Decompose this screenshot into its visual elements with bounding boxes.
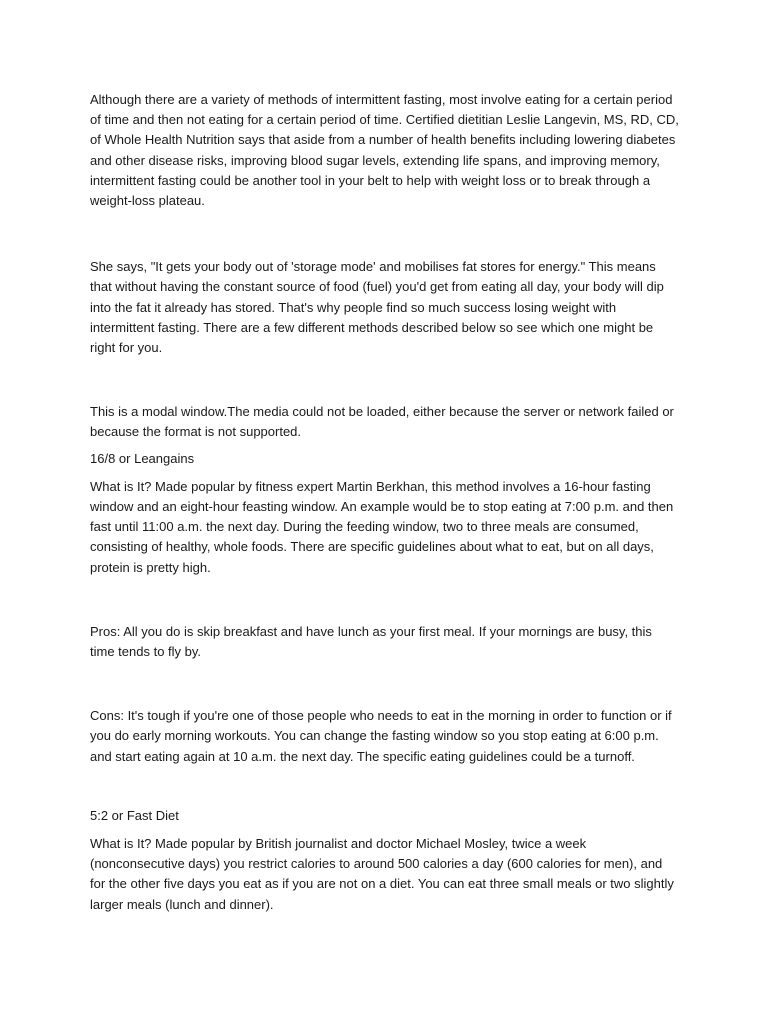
section-heading-16-8: 16/8 or Leangains [90,450,195,466]
section-heading-5-2: 5:2 or Fast Diet [90,807,179,823]
pros-16-8-paragraph: Pros: All you do is skip breakfast and have lunch as your first meal. If your mornings are busy, this time tends to fly by. [90,623,652,660]
quote-paragraph: She says, "It gets your body out of 'storage mode' and mobilises fat stores for energy." This means that without having the constant source of food (fuel) you'd get from eating all day, your body will dip into the fat it already has stored. That's why people find so much success losing weight with intermittent fasting. There are a few different methods described below so see which one might be right for you. [90,259,664,356]
document-body [90,90,680,915]
cons-16-8-paragraph: Cons: It's tough if you're one of those people who needs to eat in the morning in order to function or if you do early morning workouts. You can change the fasting window so you stop eating at 6:00 p.m. and start eating again at 10 a.m. the next day. The specific eating guidelines could be a turnoff. [90,708,672,764]
modal-notice-paragraph: This is a modal window.The media could not be loaded, either because the server or network failed or because the format is not supported. [90,404,674,440]
intro-paragraph: Although there are a variety of methods of intermittent fasting, most involve eating for a certain period of time and then not eating for a certain period of time. Certified dietitian Leslie Langevin, MS, RD, CD, of Whole Health Nutrition says that aside from a number of health benefits including lowering diabetes and other disease risks, improving blood sugar levels, extending life spans, and improving memory, intermittent fasting could be another tool in your belt to help with weight loss or to break through a weight-loss plateau. [90,92,679,209]
what-is-it-5-2-paragraph: What is It? Made popular by British journalist and doctor Michael Mosley, twice a week (nonconsecutive days) you restrict calories to around 500 calories a day (600 calories for men), and for the other five days you eat as if you are not on a diet. You can eat three small meals or two slightly larger meals (lunch and dinner). [90,836,674,912]
what-is-it-16-8-paragraph: What is It? Made popular by fitness expert Martin Berkhan, this method involves a 16-hour fasting window and an eight-hour feasting window. An example would be to stop eating at 7:00 p.m. and then fast until 11:00 a.m. the next day. During the feeding window, two to three meals are consumed, consisting of healthy, whole foods. There are specific guidelines about what to eat, but on all days, protein is pretty high. [90,478,674,575]
